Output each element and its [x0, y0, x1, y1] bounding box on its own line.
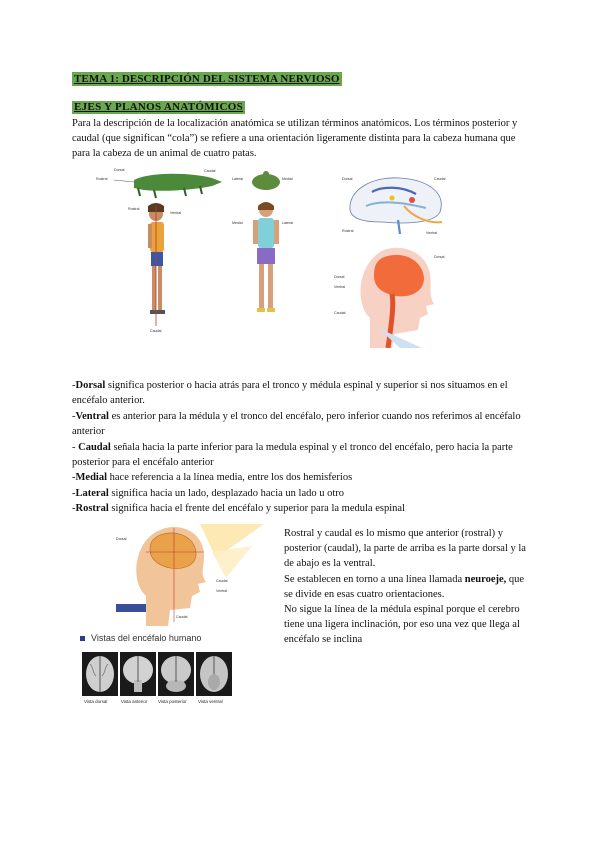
- subsection-title: EJES Y PLANOS ANATÓMICOS: [74, 101, 244, 113]
- term-item-dorsal: -Dorsal significa posterior o hacia atrás para el tronco y médula espinal y superior si nos situamos en el encéfalo anterior.: [72, 380, 508, 407]
- term-item-rostral: -Rostral significa hacia el frente del encéfalo y superior para la medula espinal: [72, 503, 405, 515]
- svg-text:Dorsal: Dorsal: [334, 275, 345, 279]
- svg-text:Ventral: Ventral: [216, 589, 228, 593]
- svg-text:Lateral: Lateral: [282, 221, 293, 225]
- side-line-3: No sigue la línea de la médula espinal porque el cerebro tiene una ligera inclinación, por eso una vez que llega al encéfalo se inclina: [284, 604, 520, 646]
- intro-text: Para la descripción de la localización anatómica se utilizan términos anatómicos. Los términos posterior y caudal (que significan “cola”) se refiere a una orientación ligeramente distinta para la cabeza humana que para la cabeza de un animal de cuatro patas.: [72, 118, 518, 159]
- term-item-ventral: -Ventral es anterior para la médula y el tronco del encéfalo, pero inferior cuando nos referimos al encéfalo anterior: [72, 410, 521, 438]
- svg-text:Caudal: Caudal: [434, 177, 446, 181]
- svg-text:Dorsal: Dorsal: [434, 255, 445, 259]
- caption-dorsal: Vista dorsal: [84, 699, 108, 704]
- intro-paragraph: [72, 116, 532, 161]
- term-label: Rostral: [75, 503, 109, 515]
- term-label: Caudal: [78, 441, 111, 453]
- term-label: Ventral: [75, 410, 109, 422]
- caption-ventral: Vista ventral: [198, 699, 223, 704]
- side-line-2: Se establecen en torno a una línea llamada neuroeje, que se divide en esas cuatro orientaciones.: [284, 573, 525, 600]
- brain-view-ventral: [196, 652, 232, 696]
- section-title: TEMA 1: DESCRIPCIÓN DEL SISTEMA NERVIOSO: [74, 73, 340, 85]
- term-label: Medial: [75, 472, 107, 484]
- svg-text:Dorsal: Dorsal: [114, 168, 125, 172]
- neuroeje-term: neuroeje,: [464, 573, 507, 585]
- caption-posterior: Vista posterior: [158, 699, 187, 704]
- anatomy-figure-side: [94, 166, 226, 338]
- svg-text:Caudal: Caudal: [334, 311, 346, 315]
- head-neuroaxis-figure: [334, 244, 454, 348]
- term-item-medial: -Medial hace referencia a la línea media, entre los dos hemisferios: [72, 472, 353, 484]
- side-line-1: Rostral y caudal es lo mismo que anterior (rostral) y posterior (caudal), la parte de arriba es la parte dorsal y la de abajo es la ventral.: [284, 528, 526, 570]
- svg-text:Ventral: Ventral: [426, 231, 438, 235]
- caption-anterior: Vista anterior: [121, 699, 148, 704]
- term-label: Dorsal: [75, 380, 106, 391]
- svg-text:Medial: Medial: [282, 177, 293, 181]
- neuroaxis-head-figure: [116, 522, 276, 626]
- brain-view-anterior: [120, 652, 156, 696]
- svg-text:Ventral: Ventral: [170, 211, 182, 215]
- brain-view-posterior: [158, 652, 194, 696]
- bullet-square-icon: [80, 636, 85, 641]
- svg-text:Caudal: Caudal: [176, 615, 188, 619]
- svg-text:Lateral: Lateral: [232, 177, 243, 181]
- term-label: Lateral: [75, 487, 109, 499]
- svg-text:Dorsal: Dorsal: [342, 177, 353, 181]
- anatomy-figure-front: [230, 170, 300, 330]
- svg-text:Caudal: Caudal: [204, 169, 216, 173]
- svg-text:Rostral: Rostral: [342, 229, 354, 233]
- terms-list: [72, 378, 532, 517]
- term-item-caudal: - Caudal señala hacia la parte inferior para la medula espinal y el tronco del encéfalo, pero hacia la parte posterior para el encéfalo anterior: [72, 441, 513, 469]
- svg-text:Caudal: Caudal: [216, 579, 228, 583]
- svg-text:Rostral: Rostral: [128, 207, 140, 211]
- svg-text:Medial: Medial: [232, 221, 243, 225]
- term-item-lateral: -Lateral significa hacia un lado, desplazado hacia un lado u otro: [72, 487, 345, 499]
- brain-view-dorsal: [82, 652, 118, 696]
- svg-text:Dorsal: Dorsal: [116, 537, 127, 541]
- neuroaxis-explanation: [284, 526, 532, 648]
- svg-text:Rostral: Rostral: [96, 177, 108, 181]
- svg-text:Ventral: Ventral: [334, 285, 346, 289]
- svg-text:Caudal: Caudal: [150, 329, 162, 333]
- brain-views-title: Vistas del encéfalo humano: [80, 633, 201, 643]
- brain-diagram: [342, 172, 454, 236]
